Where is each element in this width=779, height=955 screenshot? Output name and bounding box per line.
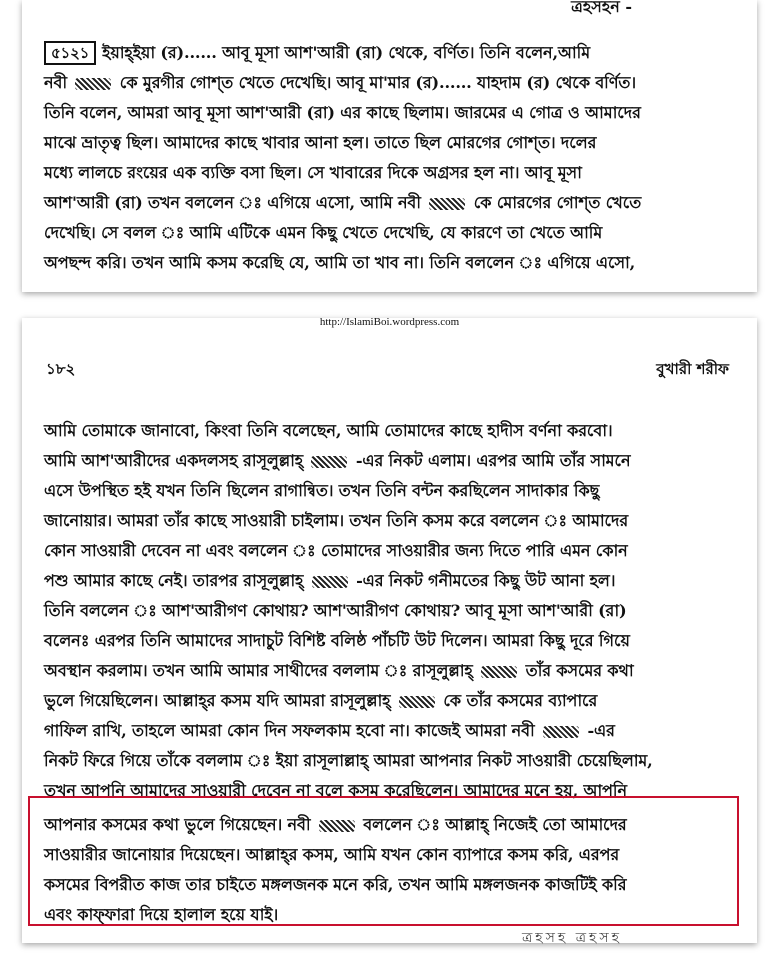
text-line: নিকট ফিরে গিয়ে তাঁকে বললাম ঃ ইয়া রাসূলাল্লাহ্ আমরা আপনার নিকট সাওয়ারী চেয়েছিলাম, [44,751,653,770]
text-line: এবং কাফ্‌ফারা দিয়ে হালাল হয়ে যাই। [44,905,279,924]
text-line: এসে উপস্থিত হই যখন তিনি ছিলেন রাগান্বিত। তখন তিনি বন্টন করছিলেন সাদাকার কিছু [44,481,600,500]
text-line: আপনার কসমের কথা ভুলে গিয়েছেন। নবী বললেন ঃ আল্লাহ্ নিজেই তো আমাদের [44,815,627,834]
text-line: বলেনঃ এরপর তিনি আমাদের সাদাচুট বিশিষ্ট বলিষ্ঠ পাঁচটি উট দিলেন। আমরা কিছু দূরে গিয়ে [44,631,630,650]
salutation-icon [399,696,435,708]
text-line: তখন আপনি আমাদের সাওয়ারী দেবেন না বলে কসম করেছিলেন। আমাদের মনে হয়, আপনি [44,781,628,800]
salutation-icon [481,666,517,678]
cut-off-text: ত্রহসহ ত্রহসহ [522,930,622,946]
page-number: ১৮২ [46,360,76,378]
text-line: গাফিল রাখি, তাহলে আমরা কোন দিন সফলকাম হবো না। কাজেই আমরা নবী -এর [44,721,615,740]
text-line: মাঝে ভ্রাতৃত্ব ছিল। আমাদের কাছে খাবার আনা হল। তাতে ছিল মোরগের গোশ্‌ত। দলের [44,133,597,152]
text-line: কোন সাওয়ারী দেবেন না এবং বললেন ঃ তোমাদের সাওয়ারীর জন্য দিতে পারি এমন কোন [44,541,628,560]
text-line: অবস্থান করলাম। তখন আমি আমার সাথীদের বললাম ঃ রাসূলুল্লাহ্ তাঁর কসমের কথা [44,661,634,680]
text-line: তিনি বললেন ঃ আশ'আরীগণ কোথায়? আশ'আরীগণ কোথায়? আবূ মূসা আশ'আরী (রা) [44,601,627,620]
salutation-icon [75,78,111,90]
salutation-icon [543,726,579,738]
text-line: জানোয়ার। আমরা তাঁর কাছে সাওয়ারী চাইলাম। তখন তিনি কসম করে বললেন ঃ আমাদের [44,511,629,530]
text-line: সাওয়ারীর জানোয়ার দিয়েছেন। আল্লাহ্‌র কসম, আমি যখন কোন ব্যাপারে কসম করি, এরপর [44,845,620,864]
text-line: আমি তোমাকে জানাবো, কিংবা তিনি বলেছেন, আমি তোমাদের কাছে হাদীস বর্ণনা করবো। [44,421,613,440]
text-line: আশ'আরী (রা) তখন বললেন ঃ এগিয়ে এসো, আমি নবী কে মোরগের গোশ্‌ত খেতে [44,193,642,212]
text-line: ভুলে গিয়েছিলেন। আল্লাহ্‌র কসম যদি আমরা রাসূলুল্লাহ্ কে তাঁর কসমের ব্যাপারে [44,691,598,710]
text-line: কসমের বিপরীত কাজ তার চাইতে মঙ্গলজনক মনে করি, তখন আমি মঙ্গলজনক কাজটিই করি [44,875,627,894]
salutation-icon [429,198,465,210]
salutation-icon [311,456,347,468]
text-line: পশু আমার কাছে নেই। তারপর রাসূলুল্লাহ্ -এর নিকট গনীমতের কিছু উট আনা হল। [44,571,616,590]
salutation-icon [312,576,348,588]
source-url: http://IslamiBoi.wordpress.com [319,316,460,328]
text-line: দেখেছি। সে বলল ঃ আমি এটিকে এমন কিছু খেতে দেখেছি, যে কারণে তা খেতে আমি [44,223,603,242]
text-line: অপছন্দ করি। তখন আমি কসম করেছি যে, আমি তা খাব না। তিনি বললেন ঃ এগিয়ে এসো, [44,253,636,272]
text-line: ৫১২১ ইয়াহ্ইয়া (র)...... আবূ মূসা আশ'আরী (রা) থেকে, বর্ণিত। তিনি বলেন,আমি [44,40,590,67]
highlight-box [28,796,739,926]
hadith-number: ৫১২১ [44,41,96,65]
text-line: মধ্যে লালচে রংয়ের এক ব্যক্তি বসা ছিল। সে খাবারের দিকে অগ্রসর হল না। আবূ মূসা [44,163,582,182]
cut-off-heading: ত্রহসহন - [571,0,632,16]
text-line: নবী কে মুরগীর গোশ্‌ত খেতে দেখেছি। আবূ মা'মার (র)...... যাহদাম (র) থেকে বর্ণিত। [44,73,636,92]
book-title: বুখারী শরীফ [656,360,729,378]
page-top [22,0,757,292]
text-line: তিনি বলেন, আমরা আবূ মূসা আশ'আরী (রা) এর কাছে ছিলাম। জারমের এ গোত্র ও আমাদের [44,103,641,122]
text-line: আমি আশ'আরীদের একদলসহ রাসূলুল্লাহ্ -এর নিকট এলাম। এরপর আমি তাঁর সামনে [44,451,631,470]
